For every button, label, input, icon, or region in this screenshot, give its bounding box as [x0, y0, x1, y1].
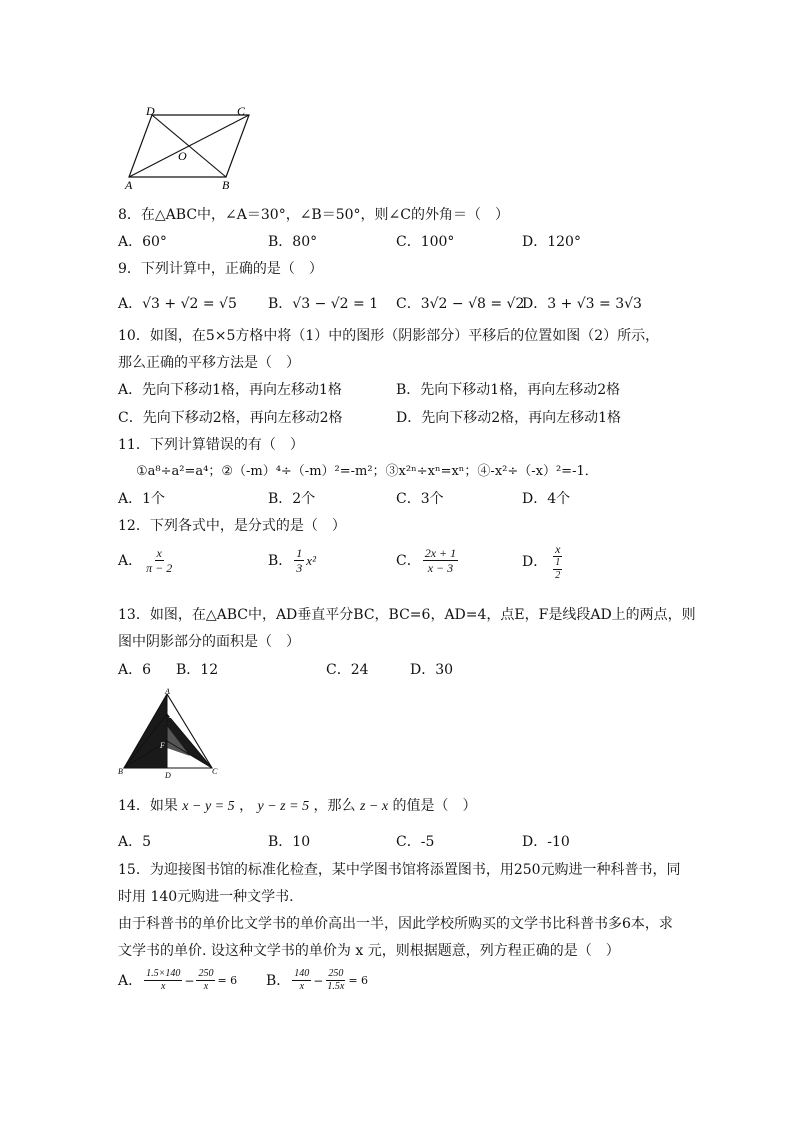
- q15-a-frac2: [196, 968, 215, 993]
- q12-d-inner-den: 2: [555, 570, 561, 581]
- q11-option-d[interactable]: D．4个: [522, 491, 571, 507]
- q8-option-d[interactable]: D．120°: [522, 234, 581, 250]
- q15-a-frac2-den: x: [203, 981, 209, 992]
- q9-option-b[interactable]: B．√3 − √2 = 1: [268, 296, 379, 312]
- q15-b-frac2-den: 1.5x: [327, 981, 345, 992]
- q14-prefix: 14．如果: [118, 798, 178, 814]
- q12-option-a[interactable]: [118, 546, 176, 575]
- q8-option-a[interactable]: A．60°: [118, 234, 167, 250]
- label-o: O: [178, 149, 187, 163]
- q15-b-frac1-den: x: [299, 981, 305, 992]
- q13-stem-line1: 13．如图，在△ABC中，AD垂直平分BC，BC=6，AD=4，点E，F是线段AD上的两点，则: [118, 607, 696, 623]
- q12-b-after: x²: [306, 552, 316, 568]
- q9-option-a[interactable]: A．√3 + √2 = √5: [118, 296, 237, 312]
- q13-stem-line2: 图中阴影部分的面积是（ ）: [118, 634, 300, 650]
- q12-c-fraction: [423, 546, 458, 575]
- q12-b-fraction: [294, 546, 304, 575]
- tri-label-b: B: [118, 767, 123, 776]
- q13-option-a[interactable]: A．6: [118, 662, 152, 678]
- q11-option-c[interactable]: C．3个: [396, 491, 444, 507]
- q12-b-num: 1: [296, 546, 303, 560]
- q12-a-den: π − 2: [146, 561, 173, 575]
- q12-option-c[interactable]: [396, 546, 460, 575]
- q12-option-d[interactable]: [522, 542, 568, 582]
- q12-option-c-letter: C．: [396, 552, 421, 569]
- q14-option-c[interactable]: C．-5: [396, 834, 435, 850]
- q12-c-num: 2x + 1: [424, 546, 457, 560]
- q9-option-c[interactable]: C．3√2 − √8 = √2: [396, 296, 525, 312]
- q15-a-frac2-num: 250: [198, 968, 214, 979]
- q15-line4: 文学书的单价. 设这种文学书的单价为 x 元，则根据题意，列方程正确的是（ ）: [118, 943, 620, 959]
- label-a: A: [125, 178, 133, 192]
- label-b: B: [222, 178, 230, 192]
- q12-d-num: x: [555, 542, 561, 556]
- q12-a-num: x: [156, 546, 162, 560]
- label-c: C: [237, 104, 246, 118]
- q12-option-a-letter: A．: [118, 552, 143, 569]
- tri-label-c: C: [212, 767, 218, 776]
- q15-line1: 15．为迎接图书馆的标准化检查，某中学图书馆将添置图书，用250元购进一种科普书，同: [118, 862, 681, 878]
- q12-option-b[interactable]: [268, 546, 316, 575]
- q15-option-a-letter: A．: [118, 972, 143, 989]
- q15-a-frac1-den: x: [161, 981, 166, 992]
- q11-option-b[interactable]: B．2个: [268, 491, 316, 507]
- q15-a-rhs: = 6: [217, 973, 238, 987]
- q10-option-a[interactable]: A．先向下移动1格，再向左移动1格: [118, 382, 342, 398]
- q11-items: ①a⁸÷a²=a⁴；②（-m）⁴÷（-m）²=-m²；③x²ⁿ÷xⁿ=xⁿ；④-x²÷（-x）²=-1．: [136, 464, 598, 479]
- q15-a-minus: −: [184, 973, 195, 988]
- q13-option-b[interactable]: B．12: [176, 662, 219, 678]
- parallelogram-figure: [118, 104, 258, 196]
- q15-b-rhs: = 6: [348, 973, 369, 987]
- tri-label-d: D: [165, 771, 171, 780]
- q12-stem: 12．下列各式中，是分式的是（ ）: [118, 518, 346, 534]
- q15-option-b[interactable]: [266, 968, 368, 993]
- q14-expr1: x − y = 5: [182, 799, 235, 814]
- q9-option-d[interactable]: D．3 + √3 = 3√3: [522, 296, 642, 312]
- q14-option-a[interactable]: A．5: [118, 834, 152, 850]
- q15-option-a[interactable]: [118, 968, 237, 993]
- q11-stem: 11．下列计算错误的有（ ）: [118, 437, 304, 453]
- q15-b-frac1-num: 140: [294, 968, 310, 979]
- tri-label-e: E: [169, 711, 174, 720]
- q12-option-d-letter: D．: [522, 554, 548, 570]
- q15-a-frac1-num: 1.5×140: [146, 968, 181, 979]
- q12-d-inner: [553, 557, 562, 582]
- label-d: D: [146, 104, 155, 118]
- q14-suffix: 的值是（ ）: [392, 798, 477, 814]
- q13-option-d[interactable]: D．30: [410, 662, 454, 678]
- q10-option-c[interactable]: C．先向下移动2格，再向左移动2格: [118, 410, 343, 426]
- q14-mid: ，那么: [313, 798, 356, 814]
- q12-d-inner-num: 1: [555, 557, 561, 568]
- q14-sep: ，: [239, 798, 254, 814]
- q8-stem: 8．在△ABC中，∠A＝30°，∠B＝50°，则∠C的外角＝（ ）: [118, 207, 509, 223]
- q12-b-den: 3: [296, 561, 303, 575]
- tri-label-f: F: [160, 741, 165, 750]
- q12-c-den: x − 3: [427, 561, 454, 575]
- q15-line2: 时用 140元购进一种文学书.: [118, 889, 294, 905]
- q8-option-c[interactable]: C．100°: [396, 234, 455, 250]
- q15-a-frac1: [144, 968, 182, 993]
- q8-option-b[interactable]: B．80°: [268, 234, 318, 250]
- q10-option-b[interactable]: B．先向下移动1格，再向左移动2格: [396, 382, 621, 398]
- q15-b-frac2: [325, 968, 346, 993]
- q12-d-inner-fraction: [549, 557, 566, 582]
- q14-expr3: z − x: [359, 799, 389, 814]
- q14-option-b[interactable]: B．10: [268, 834, 311, 850]
- q15-line3: 由于科普书的单价比文学书的单价高出一半，因此学校所购买的文学书比科普书多6本，求: [118, 916, 673, 932]
- q15-option-b-letter: B．: [266, 972, 291, 989]
- triangle-figure: [114, 686, 224, 780]
- tri-label-a: A: [165, 687, 170, 696]
- q9-stem: 9．下列计算中，正确的是（ ）: [118, 261, 323, 277]
- q10-stem-line2: 那么正确的平移方法是（ ）: [118, 355, 300, 371]
- q15-b-minus: −: [313, 973, 324, 988]
- q10-option-d[interactable]: D．先向下移动2格，再向左移动1格: [396, 410, 622, 426]
- q12-option-b-letter: B．: [268, 552, 293, 569]
- q10-stem-line1: 10．如图，在5×5方格中将（1）中的图形（阴影部分）平移后的位置如图（2）所示，: [118, 328, 660, 344]
- q14-expr2: y − z = 5: [257, 799, 310, 814]
- q12-a-fraction: [144, 546, 174, 575]
- q15-b-frac2-num: 250: [328, 968, 344, 979]
- q14-option-d[interactable]: D．-10: [522, 834, 570, 850]
- q12-d-fraction: [549, 542, 566, 582]
- q15-b-frac1: [292, 968, 311, 993]
- q11-option-a[interactable]: A．1个: [118, 491, 166, 507]
- q14-stem: [118, 796, 477, 817]
- q13-option-c[interactable]: C．24: [326, 662, 369, 678]
